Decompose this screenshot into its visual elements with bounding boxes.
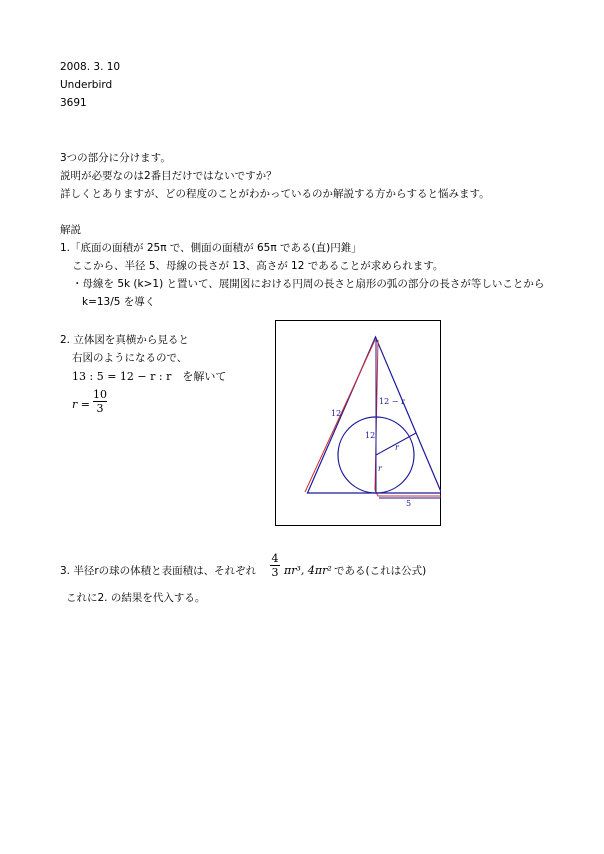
label-upper: 12 − r [379,397,405,406]
step3-denominator: 3 [271,566,279,579]
author-name: Underbird [60,79,113,91]
step3-line-2: これに2. の結果を代入する。 [66,592,206,604]
step2-result-denominator: 3 [96,402,104,415]
step3-formula: πr³, 4πr² [284,564,332,577]
explanation-heading: 解説 [60,224,81,236]
step1-line-2: ・母線を 5k (k>1) と置いて、展開図における円周の長さと扇形の弧の部分の長さが等しいことから [72,278,545,290]
step2-line-1: 右図のようになるので、 [72,352,188,364]
step2-equation: 13 : 5 = 12 − r : r を解いて [72,370,227,383]
step3-fraction [269,552,281,579]
figure-frame [276,321,441,526]
step2-result-numerator: 10 [93,388,107,401]
cone-triangle [308,337,442,493]
intro-line-3: 詳しくとありますが、どの程度のことがわかっているのか解説する方からすると悩みます。 [60,188,490,200]
step3-numerator: 4 [271,552,279,565]
label-radius: r [395,443,399,452]
step1-line-1: ここから、半径 5、母線の長さが 13、高さが 12 であることが求められます。 [72,260,444,272]
intro-line-2: 説明が必要なのは2番目だけではないですか？ [60,170,277,182]
step2-result-fraction [92,388,108,415]
post-number: 3691 [60,97,87,109]
step2-title: 2. 立体図を真横から見ると [60,334,189,346]
step1-line-3: k=13/5 を導く [82,296,156,308]
date-text: 2008. 3. 10 [60,61,121,73]
step3-suffix: である(これは公式) [334,565,427,577]
cone-cross-section-figure [275,320,441,526]
step2-result-lhs: r = [72,398,90,411]
label-slant: 12 [331,409,342,418]
step1-title: 1.「底面の面積が 25π で、側面の面積が 65π である(直)円錐」 [60,242,362,254]
label-lower: r [378,464,382,473]
intro-line-1: 3つの部分に分けます。 [60,152,171,164]
label-height: 12 [365,431,376,440]
step3-title: 3. 半径rの球の体積と表面積は、それぞれ [60,565,257,577]
label-base: 5 [406,499,412,508]
